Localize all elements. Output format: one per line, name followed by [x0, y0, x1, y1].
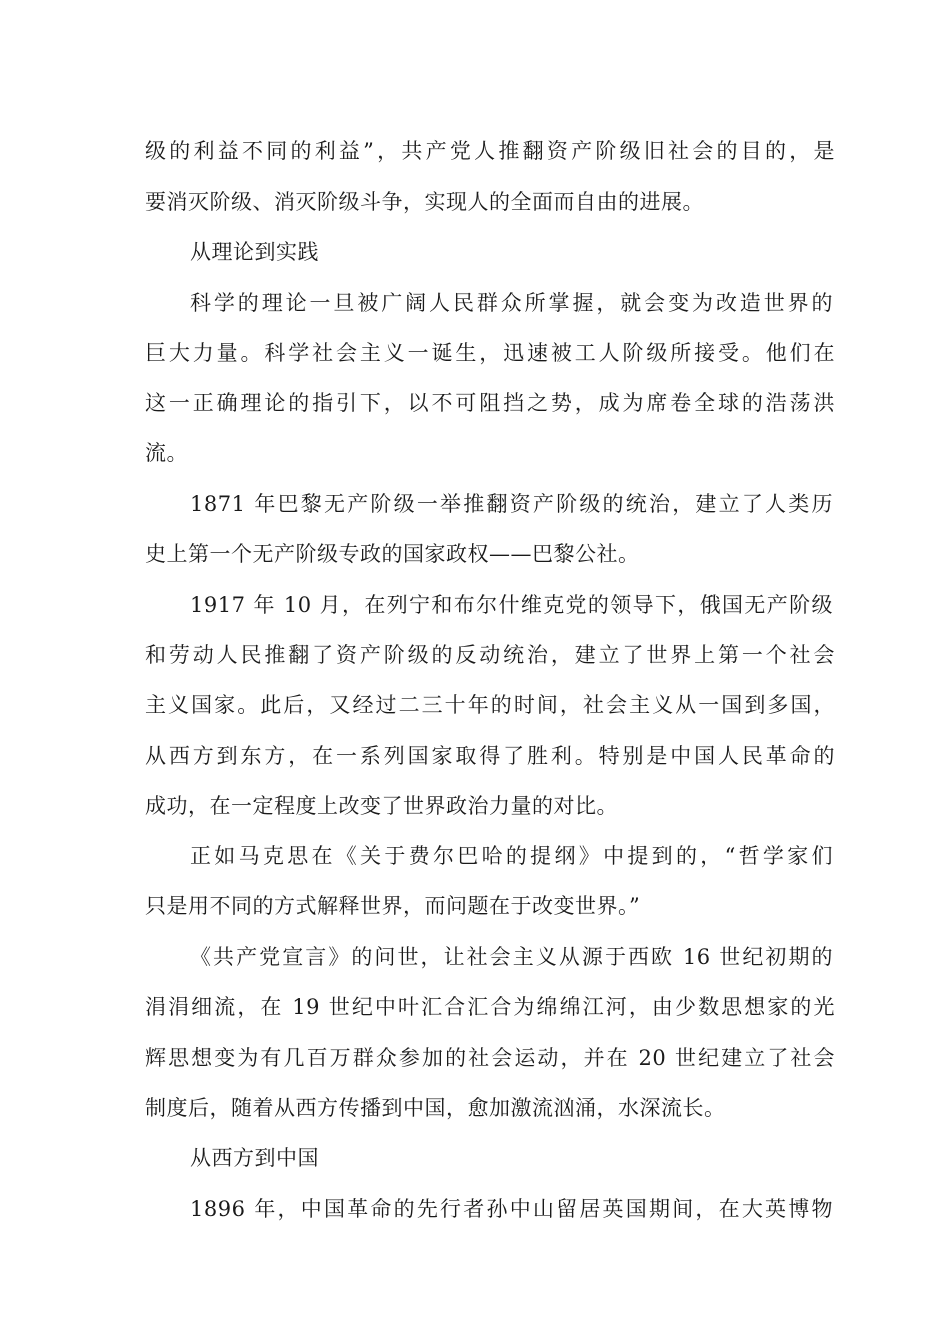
paragraph-line: 从西方到东方，在一系列国家取得了胜利。特别是中国人民革命的: [145, 744, 835, 768]
paragraph-line: 1917 年 10 月，在列宁和布尔什维克党的领导下，俄国无产阶级: [190, 593, 833, 617]
paragraph-line: 制度后，随着从西方传播到中国，愈加激流汹涌，水深流长。: [145, 1096, 726, 1120]
paragraph-line: 史上第一个无产阶级专政的国家政权——巴黎公社。: [145, 542, 640, 566]
paragraph-line: 要消灭阶级、消灭阶级斗争，实现人的全面而自由的进展。: [145, 190, 704, 214]
paragraph-line: 巨大力量。科学社会主义一诞生，迅速被工人阶级所接受。他们在: [145, 341, 835, 365]
paragraph-line: 流。: [145, 441, 188, 465]
paragraph-line: 正如马克思在《关于费尔巴哈的提纲》中提到的，“哲学家们: [190, 844, 833, 868]
paragraph-line: 1896 年，中国革命的先行者孙中山留居英国期间，在大英博物: [190, 1197, 833, 1221]
paragraph-line: 和劳动人民推翻了资产阶级的反动统治，建立了世界上第一个社会: [145, 643, 835, 667]
paragraph-line: 主义国家。此后，又经过二三十年的时间，社会主义从一国到多国，: [145, 693, 835, 717]
paragraph-line: 级的利益不同的利益”，共产党人推翻资产阶级旧社会的目的，是: [145, 139, 835, 163]
paragraph-line: 《共产党宣言》的问世，让社会主义从源于西欧 16 世纪初期的: [190, 945, 833, 969]
section-heading: 从西方到中国: [190, 1146, 319, 1170]
paragraph-line: 涓涓细流，在 19 世纪中叶汇合汇合为绵绵江河，由少数思想家的光: [145, 995, 835, 1019]
paragraph-line: 科学的理论一旦被广阔人民群众所掌握，就会变为改造世界的: [190, 291, 833, 315]
paragraph-line: 1871 年巴黎无产阶级一举推翻资产阶级的统治，建立了人类历: [190, 492, 833, 516]
paragraph-line: 成功，在一定程度上改变了世界政治力量的对比。: [145, 794, 618, 818]
paragraph-line: 只是用不同的方式解释世界，而问题在于改变世界。”: [145, 894, 641, 918]
paragraph-line: 这一正确理论的指引下，以不可阻挡之势，成为席卷全球的浩荡洪: [145, 391, 835, 415]
paragraph-line: 辉思想变为有几百万群众参加的社会运动，并在 20 世纪建立了社会: [145, 1046, 835, 1070]
section-heading: 从理论到实践: [190, 240, 319, 264]
